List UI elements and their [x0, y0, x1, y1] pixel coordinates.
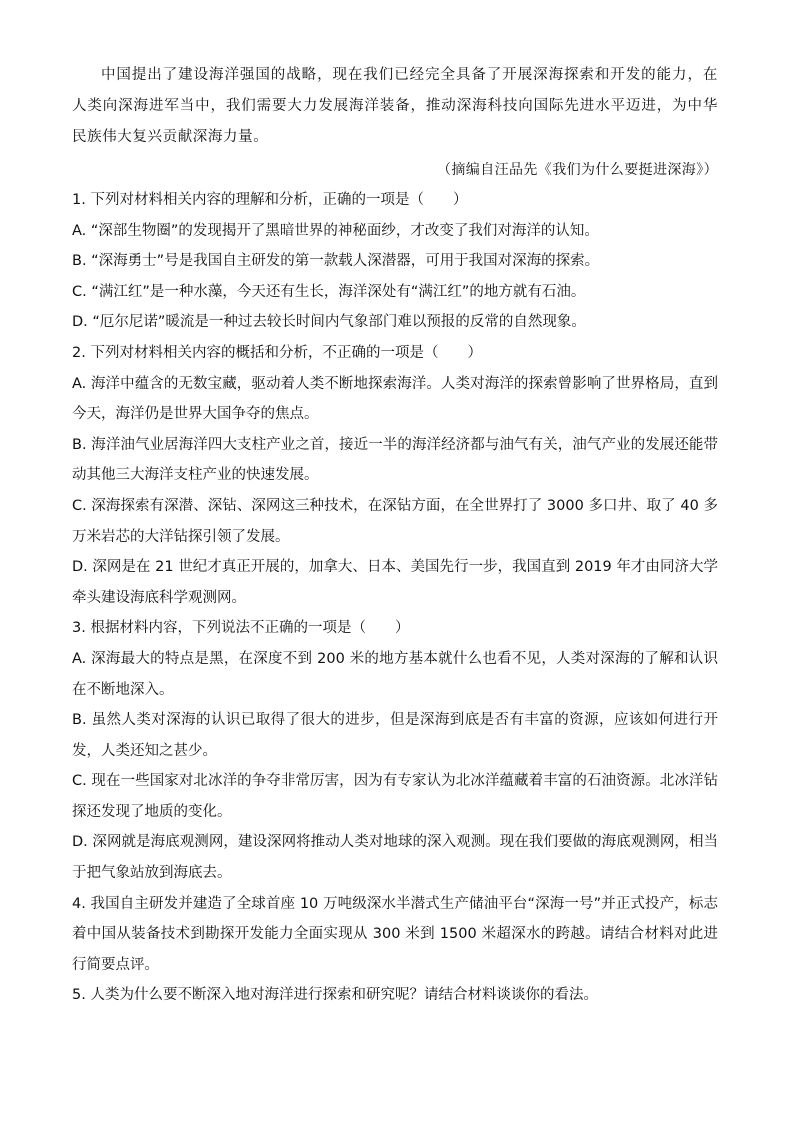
option-d: D. 深网就是海底观测网，建设深网将推动人类对地球的深入观测。现在我们要做的海底观测网，相当于把气象站放到海底去。 — [72, 834, 718, 882]
option-a: A. 深海最大的特点是黑，在深度不到 200 米的地方基本就什么也看不见，人类对深海的了解和认识在不断地深入。 — [72, 650, 718, 698]
option-b: B. 虽然人类对深海的认识已取得了很大的进步，但是深海到底是否有丰富的资源，应该如何进行开发，人类还知之甚少。 — [72, 712, 718, 759]
question-stem: 2. 下列对材料相关内容的概括和分析，不正确的一项是（ ） — [72, 344, 482, 361]
question-5 — [72, 980, 718, 1011]
option-b: B. “深海勇士”号是我国自主研发的第一款载人深潜器，可用于我国对深海的探索。 — [72, 253, 600, 270]
option-c: C. 现在一些国家对北冰洋的争夺非常厉害，因为有专家认为北冰洋蕴藏着丰富的石油资源。北冰洋钻探还发现了地质的变化。 — [72, 773, 718, 820]
option-a: A. 海洋中蕴含的无数宝藏，驱动着人类不断地探索海洋。人类对海洋的探索曾影响了世界格局，直到今天，海洋仍是世界大国争夺的焦点。 — [72, 375, 718, 423]
question-2 — [72, 338, 718, 613]
option-a: A. “深部生物圈”的发现揭开了黑暗世界的神秘面纱，才改变了我们对海洋的认知。 — [72, 222, 599, 239]
option-c: C. “满江红”是一种水藻，今天还有生长，海洋深处有“满江红”的地方就有石油。 — [72, 283, 586, 300]
document-page — [72, 60, 718, 1011]
option-d: D. 深网是在 21 世纪才真正开展的，加拿大、日本、美国先行一步，我国直到 2019 年才由同济大学牵头建设海底科学观测网。 — [72, 559, 718, 606]
question-stem: 1. 下列对材料相关内容的理解和分析，正确的一项是（ ） — [72, 192, 468, 208]
question-stem: 4. 我国自主研发并建造了全球首座 10 万吨级深水半潜式生产储油平台“深海一号”并正式投产，标志着中国从装备技术到勘探开发能力全面实现从 300 米到 1500 米超深水的跨越。请结合材料对此进行简要点评。 — [72, 895, 718, 973]
option-d: D. “厄尔尼诺”暖流是一种过去较长时间内气象部门难以预报的反常的自然现象。 — [72, 314, 586, 331]
option-b: B. 海洋油气业居海洋四大支柱产业之首，接近一半的海洋经济都与油气有关，油气产业的发展还能带动其他三大海洋支柱产业的快速发展。 — [72, 436, 718, 484]
question-4 — [72, 889, 718, 981]
passage-paragraph: 中国提出了建设海洋强国的战略，现在我们已经完全具备了开展深海探索和开发的能力，在人类向深海进军当中，我们需要大力发展海洋装备，推动深海科技向国际先进水平迈进，为中华民族伟大复兴贡献深海力量。 — [72, 67, 718, 145]
passage-source: （摘编自汪品先《我们为什么要挺进深海》） — [437, 162, 718, 178]
question-stem: 3. 根据材料内容，下列说法不正确的一项是（ ） — [72, 620, 410, 637]
question-1 — [72, 185, 718, 338]
question-stem: 5. 人类为什么要不断深入地对海洋进行探索和研究呢？请结合材料谈谈你的看法。 — [72, 987, 598, 1004]
question-3 — [72, 613, 718, 888]
option-c: C. 深海探索有深潜、深钻、深网这三种技术，在深钻方面，在全世界打了 3000 多口井、取了 40 多万米岩芯的大洋钻探引领了发展。 — [72, 497, 718, 545]
